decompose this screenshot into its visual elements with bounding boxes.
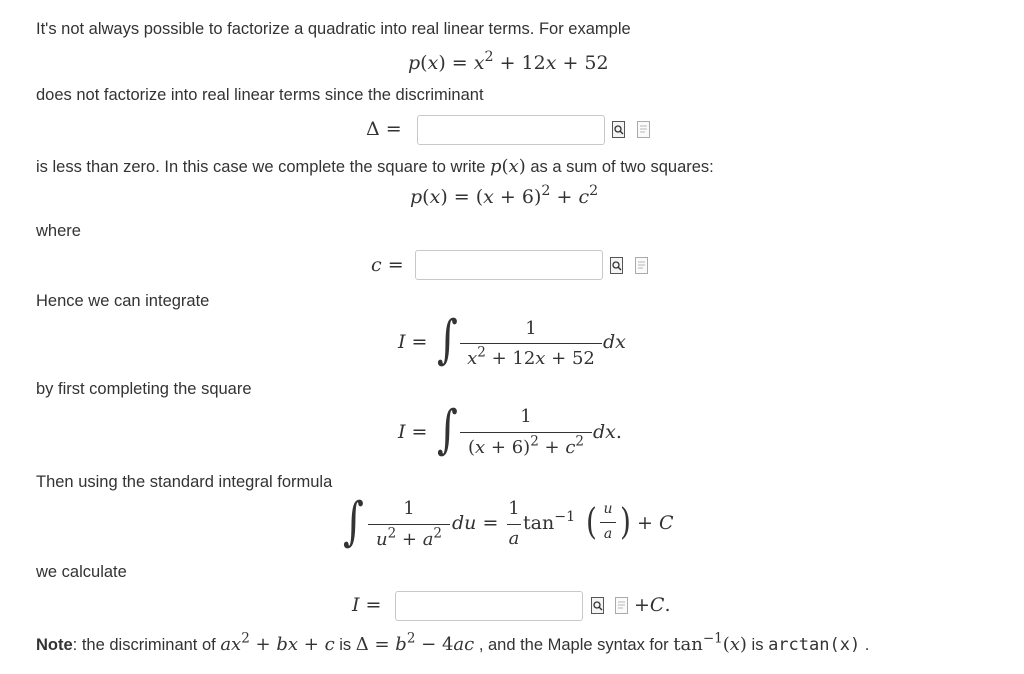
std-arg-den: a (603, 526, 613, 542)
not-factorize-text: does not factorize into real linear terms since the discriminant (36, 86, 484, 104)
std-C: + C (637, 512, 674, 534)
std-du: du = (452, 512, 499, 534)
frac1-num: 1 (525, 318, 537, 339)
equation-p: $p(x) = x^2 + 12x + 52$ (408, 49, 609, 74)
intro-text: It's not always possible to factorize a quadratic into real linear terms. For example (36, 20, 631, 38)
std-den: $u^2 + a^2$ (375, 525, 443, 550)
hence-text: Hence we can integrate (36, 292, 210, 310)
std-arg-bar (600, 522, 616, 523)
frac1-den: $x^2 + 12x + 52$ (467, 344, 595, 369)
integral-2-label: I = (398, 421, 428, 443)
help-icon[interactable] (615, 597, 628, 614)
dx2: dx. (593, 421, 622, 443)
std-paren-close: ) (620, 500, 631, 543)
delta-label: Δ = (366, 118, 402, 140)
integral-sign: ∫ (437, 400, 458, 460)
equation-square: $p(x) = (x + 6)^2 + c^2$ (410, 183, 599, 208)
plus-C: +C. (634, 594, 671, 616)
discriminant-input[interactable] (417, 115, 605, 145)
integral-sign: ∫ (343, 492, 364, 552)
c-label: c = (371, 254, 404, 276)
preview-icon[interactable] (610, 257, 623, 274)
frac2-bar (460, 432, 592, 433)
std-arg-num: u (603, 501, 613, 517)
where-text: where (36, 222, 81, 240)
note-line: Note: the discriminant of $ax^2$ + bx + c is $\Delta = b^2 - 4ac$ , and the Maple syntax for $\tan^{-1}(x)$ is arctan(x) . (36, 630, 870, 655)
help-icon[interactable] (637, 121, 650, 138)
then-using-text: Then using the standard integral formula (36, 473, 333, 491)
frac2-num: 1 (520, 406, 532, 427)
help-icon[interactable] (635, 257, 648, 274)
I-label: I = (352, 594, 382, 616)
complete-square-text: is less than zero. In this case we complete the square to write p(x) as a sum of two squares: (36, 156, 714, 177)
std-num: 1 (403, 498, 415, 519)
integral-sign: ∫ (437, 310, 458, 370)
frac2-den: $(x + 6)^2 + c^2$ (468, 433, 584, 458)
integral-answer-input[interactable] (395, 591, 583, 621)
we-calculate-text: we calculate (36, 563, 127, 581)
preview-icon[interactable] (612, 121, 625, 138)
dx1: dx (603, 331, 626, 353)
std-tan: $\tan^{-1}$ (523, 509, 576, 534)
std-rbar (507, 524, 521, 525)
preview-icon[interactable] (591, 597, 604, 614)
std-paren-open: ( (586, 500, 597, 543)
by-first-text: by first completing the square (36, 380, 252, 398)
std-rden: a (508, 528, 520, 549)
std-rnum: 1 (508, 498, 520, 519)
c-input[interactable] (415, 250, 603, 280)
integral-1-label: I = (398, 331, 428, 353)
